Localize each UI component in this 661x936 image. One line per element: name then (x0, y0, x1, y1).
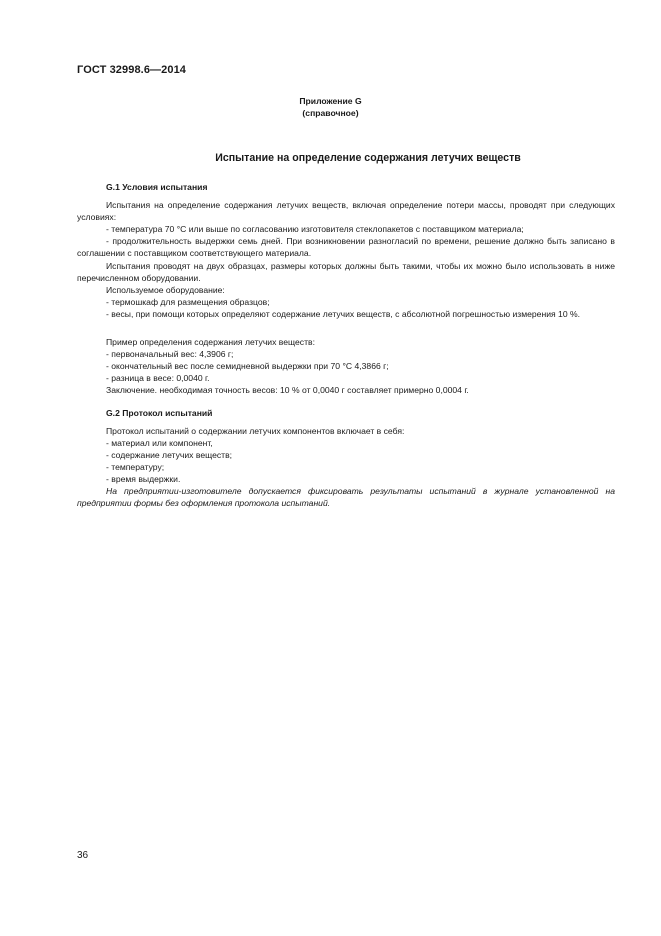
annex-type: (справочное) (302, 108, 359, 118)
page-title: Испытание на определение содержания летучих веществ (215, 152, 521, 164)
list-item: - весы, при помощи которых определяют содержание летучих веществ, с абсолютной погрешностью измерения 10 %. (106, 308, 581, 319)
section-g1-heading: G.1 Условия испытания (106, 182, 208, 192)
list-item: - время выдержки. (106, 473, 181, 484)
page-number: 36 (77, 850, 89, 861)
example-label: Пример определения содержания летучих веществ: (106, 337, 315, 348)
list-item: - продолжительность выдержки семь дней. При возникновении разногласий по времени, решение должно быть записано в соглашении с поставщиком соответствующего материала. (77, 236, 615, 259)
list-item: - первоначальный вес: 4,3906 г; (106, 349, 234, 360)
list-item: - разница в весе: 0,0040 г. (106, 373, 210, 384)
document-id: ГОСТ 32998.6—2014 (77, 64, 187, 76)
list-item: - содержание летучих веществ; (106, 449, 233, 460)
section-g2-intro: Протокол испытаний о содержании летучих компонентов включает в себя: (106, 425, 405, 436)
section-g2-heading: G.2 Протокол испытаний (106, 407, 213, 418)
document-body (77, 181, 615, 509)
list-item: - температура 70 °С или выше по согласованию изготовителя стеклопакетов с поставщиком материала; (106, 224, 524, 235)
section-g2-note: На предприятии-изготовителе допускается фиксировать результаты испытаний в журнале установленной на предприятии формы без оформления протокола испытаний. (77, 486, 615, 509)
list-item: - окончательный вес после семидневной выдержки при 70 °С 4,3866 г; (106, 361, 389, 372)
section-g1-intro: Испытания на определение содержания летучих веществ, включая определение потери массы, проводят при следующих условиях: (77, 200, 615, 223)
list-item: - термошкаф для размещения образцов; (106, 296, 270, 307)
samples-paragraph: Испытания проводят на двух образцах, размеры которых должны быть такими, чтобы их можно было использовать в ниже перечисленном оборудовании. (77, 260, 615, 283)
conclusion: Заключение. необходимая точность весов: 10 % от 0,0040 г составляет примерно 0,0004 г. (106, 385, 469, 396)
annex-title: Приложение G (299, 96, 362, 106)
equipment-label: Используемое оборудование: (106, 284, 225, 295)
list-item: - температуру; (106, 461, 165, 472)
list-item: - материал или компонент, (106, 437, 213, 448)
annex-header (0, 95, 661, 119)
